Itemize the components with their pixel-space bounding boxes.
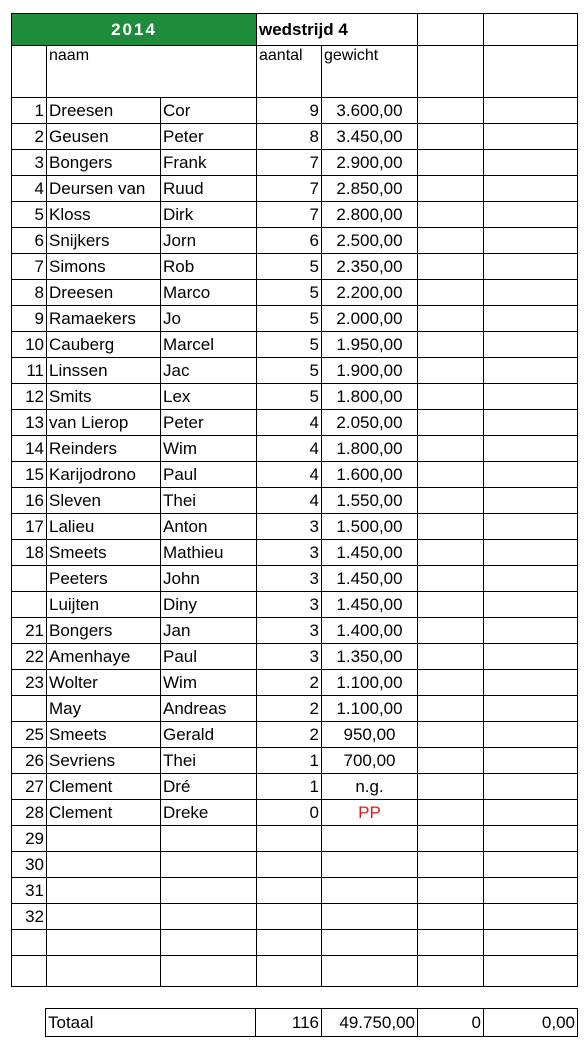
first-name-cell: Marco [161,280,257,306]
rank-cell: 18 [12,540,47,566]
weight-cell: 1.550,00 [322,488,418,514]
first-name-cell: Ruud [161,176,257,202]
weight-cell: 1.400,00 [322,618,418,644]
rank-cell [12,930,47,956]
count-cell: 9 [257,98,322,124]
table-row [12,150,578,176]
table-row [12,878,578,904]
first-name-cell: Lex [161,384,257,410]
last-name-cell: Luijten [47,592,161,618]
table-row [12,644,578,670]
extra-cell [418,670,484,696]
extra-cell [484,670,578,696]
first-name-cell: Dreke [161,800,257,826]
count-cell: 4 [257,410,322,436]
count-cell: 4 [257,436,322,462]
weight-cell: 2.050,00 [322,410,418,436]
first-name-cell: Gerald [161,722,257,748]
extra-cell [484,254,578,280]
count-cell: 4 [257,488,322,514]
first-name-cell: Jorn [161,228,257,254]
weight-cell: 950,00 [322,722,418,748]
count-cell: 2 [257,670,322,696]
count-cell: 3 [257,540,322,566]
rank-cell: 9 [12,306,47,332]
first-name-cell [161,956,257,987]
table-row [12,176,578,202]
table-row [12,904,578,930]
extra-cell [418,540,484,566]
header-empty-cell [484,14,578,46]
last-name-cell: Cauberg [47,332,161,358]
count-cell: 1 [257,774,322,800]
last-name-cell: Amenhaye [47,644,161,670]
count-cell: 3 [257,514,322,540]
extra-cell [418,436,484,462]
extra-cell [484,358,578,384]
extra-cell [484,930,578,956]
count-cell: 2 [257,722,322,748]
count-cell: 7 [257,176,322,202]
table-row [12,358,578,384]
extra-cell [418,488,484,514]
extra-cell [484,306,578,332]
totals-table [45,1008,578,1037]
weight-cell: 1.100,00 [322,670,418,696]
rank-cell: 10 [12,332,47,358]
weight-cell: 1.450,00 [322,540,418,566]
results-table [11,13,578,987]
table-row [12,332,578,358]
rank-cell: 30 [12,852,47,878]
totals-label: Totaal [46,1009,256,1037]
totals-row [46,1009,578,1037]
weight-cell: 1.800,00 [322,436,418,462]
extra-cell [418,878,484,904]
weight-cell: 3.450,00 [322,124,418,150]
weight-cell: 1.950,00 [322,332,418,358]
rank-cell: 31 [12,878,47,904]
table-row [12,488,578,514]
rank-cell [12,592,47,618]
rank-cell: 4 [12,176,47,202]
count-cell: 3 [257,566,322,592]
table-row [12,930,578,956]
first-name-cell: Diny [161,592,257,618]
last-name-cell: Clement [47,800,161,826]
rank-cell: 2 [12,124,47,150]
rank-cell: 6 [12,228,47,254]
extra-cell [484,280,578,306]
count-cell: 3 [257,644,322,670]
extra-cell [418,202,484,228]
totals-extra-count: 0 [418,1009,484,1037]
table-row [12,462,578,488]
extra-cell [484,98,578,124]
last-name-cell: Reinders [47,436,161,462]
weight-cell: 1.800,00 [322,384,418,410]
extra-cell [418,358,484,384]
table-row [12,774,578,800]
first-name-cell [161,904,257,930]
table-row [12,514,578,540]
rank-cell: 16 [12,488,47,514]
last-name-cell: Karijodrono [47,462,161,488]
extra-cell [484,800,578,826]
extra-cell [484,878,578,904]
first-name-cell: Wim [161,436,257,462]
table-row [12,124,578,150]
first-name-cell: Mathieu [161,540,257,566]
count-cell [257,878,322,904]
weight-cell: 1.100,00 [322,696,418,722]
first-name-cell: Thei [161,488,257,514]
table-row [12,306,578,332]
extra-cell [418,618,484,644]
rank-cell: 7 [12,254,47,280]
first-name-cell: Cor [161,98,257,124]
table-row [12,618,578,644]
weight-cell: 1.600,00 [322,462,418,488]
extra-cell [484,904,578,930]
last-name-cell [47,904,161,930]
extra-cell [418,332,484,358]
header-empty-cell [418,14,484,46]
last-name-cell: Dreesen [47,98,161,124]
count-cell [257,930,322,956]
table-row [12,800,578,826]
weight-cell: n.g. [322,774,418,800]
last-name-cell: Clement [47,774,161,800]
first-name-cell [161,826,257,852]
extra-cell [418,748,484,774]
rank-cell: 17 [12,514,47,540]
weight-cell: 700,00 [322,748,418,774]
extra-cell [418,956,484,987]
count-cell: 5 [257,358,322,384]
count-cell [257,904,322,930]
rank-cell: 11 [12,358,47,384]
weight-cell: 2.800,00 [322,202,418,228]
weight-cell: 1.500,00 [322,514,418,540]
extra-cell [484,384,578,410]
weight-cell [322,904,418,930]
extra-cell [484,410,578,436]
extra-cell [484,852,578,878]
table-row [12,410,578,436]
table-row [12,748,578,774]
extra-cell [484,150,578,176]
table-row [12,670,578,696]
extra-cell [484,696,578,722]
extra-cell [418,462,484,488]
count-column-header: aantal [257,46,322,98]
count-cell [257,852,322,878]
extra-cell [418,410,484,436]
totals-count: 116 [256,1009,322,1037]
rank-cell: 27 [12,774,47,800]
count-cell: 3 [257,618,322,644]
count-cell [257,956,322,987]
last-name-cell: Smits [47,384,161,410]
table-row [12,202,578,228]
extra-cell [418,150,484,176]
first-name-cell: Anton [161,514,257,540]
extra-cell [418,644,484,670]
extra-cell [418,826,484,852]
extra-cell [418,722,484,748]
count-cell: 4 [257,462,322,488]
extra-cell [484,618,578,644]
extra-cell [484,644,578,670]
first-name-cell [161,930,257,956]
rank-cell: 1 [12,98,47,124]
extra-cell [484,748,578,774]
table-row [12,696,578,722]
first-name-cell: Rob [161,254,257,280]
rank-cell: 29 [12,826,47,852]
totals-extra-weight: 0,00 [484,1009,578,1037]
count-cell: 8 [257,124,322,150]
last-name-cell: Linssen [47,358,161,384]
extra-cell [484,176,578,202]
count-cell: 2 [257,696,322,722]
table-row [12,566,578,592]
extra-cell [418,98,484,124]
extra-cell [418,254,484,280]
extra-cell [484,228,578,254]
first-name-cell: Dirk [161,202,257,228]
weight-cell [322,852,418,878]
extra-cell [418,176,484,202]
count-cell: 5 [257,332,322,358]
extra-cell [484,592,578,618]
weight-cell: 1.900,00 [322,358,418,384]
weight-cell [322,826,418,852]
extra-cell [484,436,578,462]
first-name-cell: Jo [161,306,257,332]
rank-cell: 14 [12,436,47,462]
first-name-cell: John [161,566,257,592]
weight-cell [322,930,418,956]
count-cell: 5 [257,384,322,410]
extra-cell [484,774,578,800]
rank-cell: 32 [12,904,47,930]
count-cell: 6 [257,228,322,254]
extra-cell [484,540,578,566]
weight-cell [322,878,418,904]
first-name-cell: Peter [161,410,257,436]
table-row [12,826,578,852]
last-name-cell: Wolter [47,670,161,696]
year-header: 2014 [12,14,257,46]
table-row [12,436,578,462]
last-name-cell [47,826,161,852]
weight-cell: 2.500,00 [322,228,418,254]
extra-cell [418,800,484,826]
rank-header [12,46,47,98]
count-cell: 7 [257,202,322,228]
rank-cell [12,956,47,987]
match-label: wedstrijd 4 [257,14,418,46]
rank-cell: 8 [12,280,47,306]
extra-cell [484,332,578,358]
weight-cell: 2.200,00 [322,280,418,306]
first-name-cell: Dré [161,774,257,800]
table-row [12,592,578,618]
last-name-cell: Bongers [47,150,161,176]
last-name-cell: Kloss [47,202,161,228]
extra-cell [418,904,484,930]
weight-cell: 2.900,00 [322,150,418,176]
last-name-cell: Ramaekers [47,306,161,332]
count-cell: 7 [257,150,322,176]
first-name-cell: Frank [161,150,257,176]
table-row [12,384,578,410]
rank-cell: 12 [12,384,47,410]
rank-cell [12,566,47,592]
extra-cell [484,462,578,488]
extra-cell [418,306,484,332]
count-cell: 1 [257,748,322,774]
count-cell [257,826,322,852]
extra-cell [484,956,578,987]
last-name-cell [47,930,161,956]
last-name-cell: Deursen van [47,176,161,202]
rank-cell: 3 [12,150,47,176]
extra-column-header [484,46,578,98]
weight-cell: 2.850,00 [322,176,418,202]
table-row [12,722,578,748]
first-name-cell: Marcel [161,332,257,358]
rank-cell: 25 [12,722,47,748]
last-name-cell: Snijkers [47,228,161,254]
extra-cell [418,592,484,618]
first-name-cell [161,878,257,904]
last-name-cell: Smeets [47,540,161,566]
extra-cell [418,384,484,410]
extra-cell [484,514,578,540]
table-row [12,956,578,987]
extra-column-header [418,46,484,98]
weight-cell: PP [322,800,418,826]
table-row [12,98,578,124]
extra-cell [418,930,484,956]
last-name-cell: Lalieu [47,514,161,540]
last-name-cell: van Lierop [47,410,161,436]
last-name-cell: Geusen [47,124,161,150]
count-cell: 0 [257,800,322,826]
first-name-cell: Andreas [161,696,257,722]
table-row [12,280,578,306]
rank-cell [12,696,47,722]
extra-cell [484,566,578,592]
last-name-cell [47,878,161,904]
last-name-cell: Smeets [47,722,161,748]
name-column-header: naam [47,46,257,98]
first-name-cell: Wim [161,670,257,696]
weight-cell: 2.000,00 [322,306,418,332]
first-name-cell: Jan [161,618,257,644]
extra-cell [418,566,484,592]
last-name-cell [47,956,161,987]
extra-cell [418,124,484,150]
extra-cell [484,202,578,228]
weight-cell: 1.450,00 [322,566,418,592]
rank-cell: 13 [12,410,47,436]
first-name-cell: Paul [161,644,257,670]
last-name-cell: Sleven [47,488,161,514]
weight-column-header: gewicht [322,46,418,98]
last-name-cell: Sevriens [47,748,161,774]
first-name-cell: Thei [161,748,257,774]
weight-cell [322,956,418,987]
weight-cell: 1.450,00 [322,592,418,618]
last-name-cell: Dreesen [47,280,161,306]
rank-cell: 23 [12,670,47,696]
extra-cell [484,722,578,748]
rank-cell: 5 [12,202,47,228]
totals-weight: 49.750,00 [322,1009,418,1037]
extra-cell [418,280,484,306]
rank-cell: 26 [12,748,47,774]
extra-cell [484,124,578,150]
extra-cell [418,514,484,540]
extra-cell [484,826,578,852]
first-name-cell: Paul [161,462,257,488]
table-row [12,254,578,280]
rank-cell: 28 [12,800,47,826]
extra-cell [418,696,484,722]
weight-cell: 3.600,00 [322,98,418,124]
last-name-cell: May [47,696,161,722]
table-row [12,540,578,566]
table-row [12,852,578,878]
rank-cell: 22 [12,644,47,670]
last-name-cell [47,852,161,878]
weight-cell: 1.350,00 [322,644,418,670]
extra-cell [484,488,578,514]
first-name-cell [161,852,257,878]
count-cell: 5 [257,280,322,306]
count-cell: 3 [257,592,322,618]
table-row [12,228,578,254]
extra-cell [418,852,484,878]
rank-cell: 21 [12,618,47,644]
first-name-cell: Peter [161,124,257,150]
last-name-cell: Bongers [47,618,161,644]
weight-cell: 2.350,00 [322,254,418,280]
extra-cell [418,228,484,254]
count-cell: 5 [257,306,322,332]
count-cell: 5 [257,254,322,280]
last-name-cell: Simons [47,254,161,280]
extra-cell [418,774,484,800]
first-name-cell: Jac [161,358,257,384]
last-name-cell: Peeters [47,566,161,592]
rank-cell: 15 [12,462,47,488]
